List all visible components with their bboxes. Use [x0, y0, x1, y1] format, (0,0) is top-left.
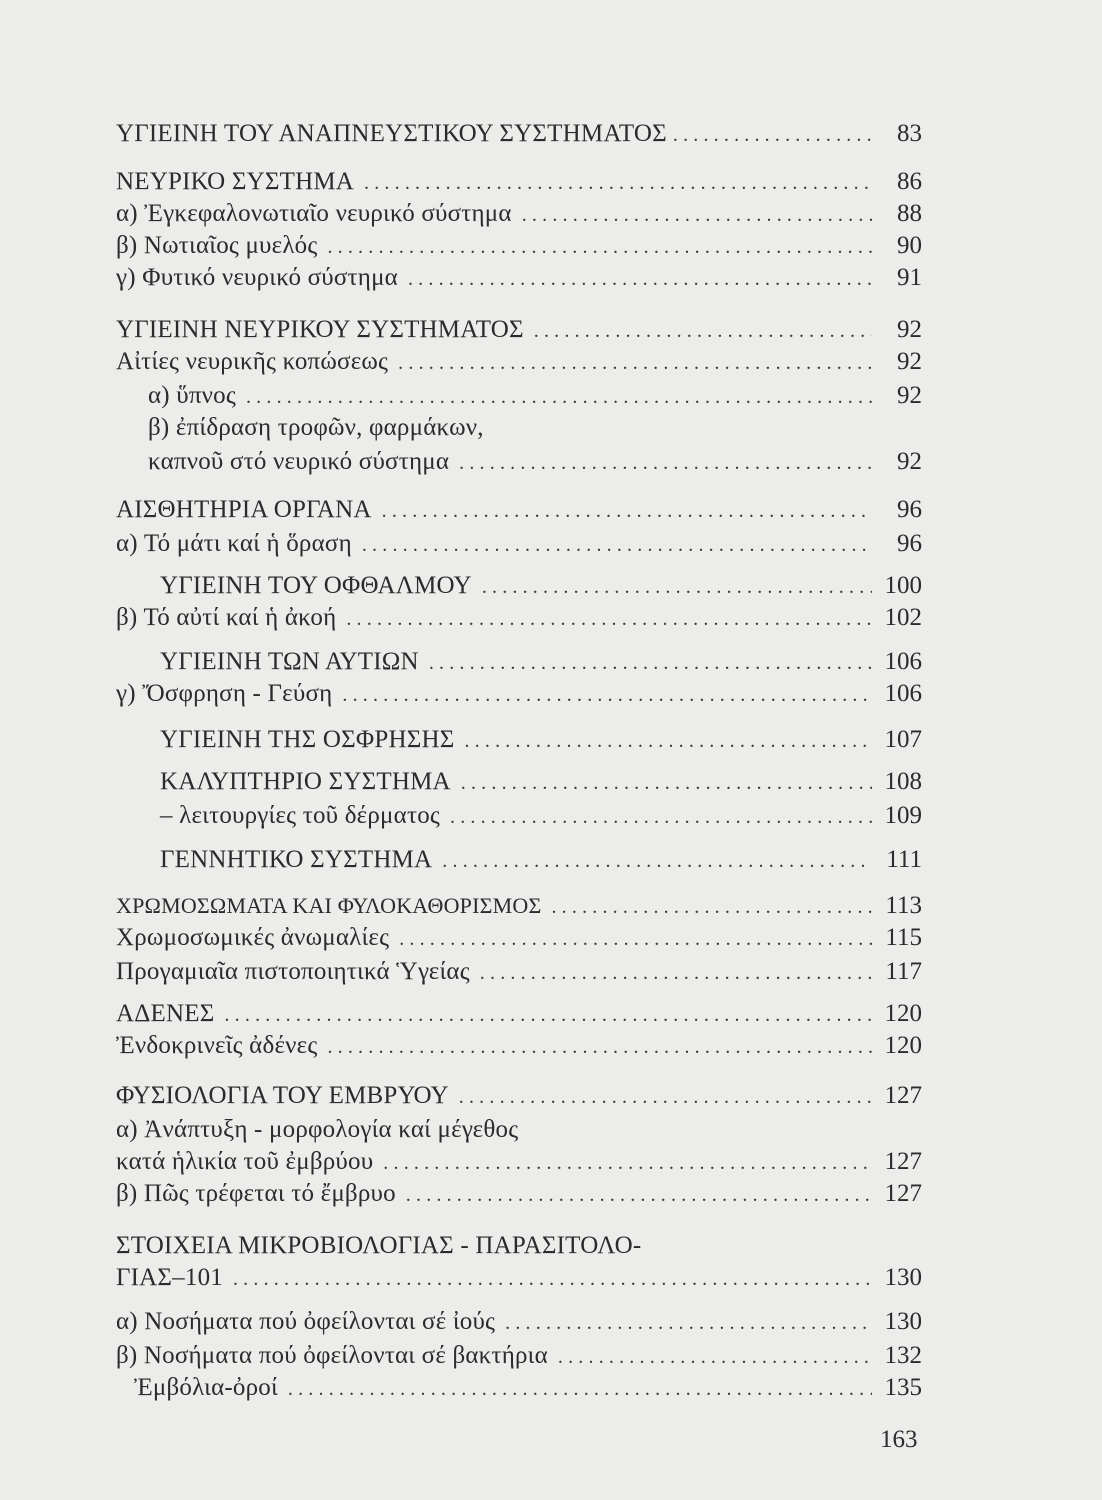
leader-dots	[362, 529, 872, 561]
leader-dots	[406, 1179, 872, 1211]
toc-entry-label: β) Τό αὐτί καί ἡ ἀκοή	[116, 604, 337, 631]
toc-entry	[116, 262, 922, 294]
toc-entry-page: 108	[884, 768, 922, 795]
toc-entry-label: ΥΓΙΕΙΝΗ ΝΕΥΡΙΚΟΥ ΣΥΣΤΗΜΑΤΟΣ	[116, 316, 524, 343]
toc-entry-page: 96	[897, 496, 922, 523]
toc-entry-page: 102	[884, 604, 922, 631]
leader-dots	[288, 1373, 872, 1405]
toc-entry-page: 120	[884, 1000, 922, 1027]
toc-entry-label: ΥΓΙΕΙΝΗ ΤΟΥ ΟΦΘΑΛΜΟΥ	[160, 572, 472, 599]
toc-entry-page: 88	[897, 200, 922, 227]
toc-entry-label: κατά ἡλικία τοῦ ἐμβρύου	[116, 1148, 374, 1175]
leader-dots	[383, 1147, 872, 1179]
leader-dots	[398, 347, 872, 379]
leader-dots	[461, 767, 872, 799]
toc-entry-label: γ) Ὄσφρηση - Γεύση	[116, 680, 333, 707]
toc-entry	[160, 646, 922, 678]
toc-entry	[116, 1262, 922, 1294]
toc-entry	[116, 1114, 922, 1146]
leader-dots	[450, 801, 872, 833]
toc-entry-page: 109	[884, 802, 922, 829]
toc-entry-label: Ἐνδοκρινεῖς ἀδένες	[116, 1032, 318, 1059]
toc-entry	[116, 1230, 922, 1262]
leader-dots	[382, 495, 872, 527]
toc-entry	[116, 118, 922, 150]
toc-entry-label: β) ἐπίδραση τροφῶν, φαρμάκων,	[148, 414, 484, 441]
toc-entry-label: ΣΤΟΙΧΕΙΑ ΜΙΚΡΟΒΙΟΛΟΓΙΑΣ - ΠΑΡΑΣΙΤΟΛΟ-	[116, 1232, 642, 1259]
toc-entry-page: 130	[884, 1264, 922, 1291]
toc-entry-label: ΥΓΙΕΙΝΗ ΤΟΥ ΑΝΑΠΝΕΥΣΤΙΚΟΥ ΣΥΣΤΗΜΑΤΟΣ	[116, 120, 667, 147]
leader-dots	[442, 845, 872, 877]
toc-entry-page: 92	[897, 448, 922, 475]
toc-entry	[116, 494, 922, 526]
toc-entry-label: β) Νοσήματα πού ὀφείλονται σέ βακτήρια	[116, 1342, 548, 1369]
toc-entry	[148, 412, 922, 444]
toc-entry	[116, 1030, 922, 1062]
toc-entry-label: – λειτουργίες τοῦ δέρματος	[160, 802, 440, 829]
toc-entry	[160, 844, 922, 876]
toc-entry	[116, 1146, 922, 1178]
page-number: 163	[880, 1426, 918, 1453]
toc-entry-page: 107	[884, 726, 922, 753]
toc-entry-label: Ἐμβόλια-ὀροί	[134, 1374, 278, 1401]
leader-dots	[459, 447, 872, 479]
leader-dots	[480, 957, 872, 989]
toc-entry	[116, 346, 922, 378]
toc-entry-page: 90	[897, 232, 922, 259]
toc-entry-page: 130	[884, 1308, 922, 1335]
toc-entry	[160, 570, 922, 602]
toc-entry-label: α) Νοσήματα πού ὀφείλονται σέ ἰούς	[116, 1308, 496, 1335]
toc-entry	[160, 800, 922, 832]
toc-entry-page: 127	[884, 1148, 922, 1175]
leader-dots	[551, 891, 872, 923]
toc-entry	[116, 1178, 922, 1210]
toc-entry-page: 111	[886, 846, 922, 873]
leader-dots	[505, 1307, 872, 1339]
leader-dots	[522, 199, 872, 231]
toc-entry	[116, 230, 922, 262]
toc-entry-label: Χρωμοσωμικές ἀνωμαλίες	[116, 924, 390, 951]
toc-entry-page: 120	[884, 1032, 922, 1059]
toc-entry	[116, 528, 922, 560]
toc-entry-page: 92	[897, 382, 922, 409]
toc-entry-label: α) Ἀνάπτυξη - μορφολογία καί μέγεθος	[116, 1116, 519, 1143]
toc-entry-page: 106	[884, 680, 922, 707]
toc-entry	[116, 198, 922, 230]
toc-entry-label: ΑΔΕΝΕΣ	[116, 1000, 215, 1027]
toc-entry-page: 113	[885, 892, 922, 919]
leader-dots	[673, 119, 872, 151]
leader-dots	[233, 1263, 872, 1295]
leader-dots	[346, 603, 872, 635]
toc-entry	[116, 678, 922, 710]
toc-entry-page: 91	[897, 264, 922, 291]
toc-entry-page: 92	[897, 348, 922, 375]
toc-entry	[148, 446, 922, 478]
toc-entry-label: α) ὕπνος	[148, 382, 236, 409]
toc-entry-label: καπνοῦ στό νευρικό σύστημα	[148, 448, 450, 475]
leader-dots	[342, 679, 872, 711]
toc-entry	[116, 956, 922, 988]
toc-entry-page: 127	[884, 1082, 922, 1109]
toc-entry-label: γ) Φυτικό νευρικό σύστημα	[116, 264, 398, 291]
toc-entry-label: ΥΓΙΕΙΝΗ ΤΗΣ ΟΣΦΡΗΣΗΣ	[160, 726, 455, 753]
leader-dots	[246, 381, 872, 413]
toc-entry	[160, 766, 922, 798]
toc-entry	[116, 922, 922, 954]
leader-dots	[482, 571, 872, 603]
toc-entry	[116, 1306, 922, 1338]
toc-entry-label: α) Ἐγκεφαλονωτιαῖο νευρικό σύστημα	[116, 200, 512, 227]
leader-dots	[534, 315, 872, 347]
leader-dots	[558, 1341, 872, 1373]
toc-entry	[134, 1372, 922, 1404]
toc-entry	[116, 314, 922, 346]
toc-entry-label: α) Τό μάτι καί ἡ ὅραση	[116, 530, 352, 557]
toc-entry	[116, 890, 922, 922]
toc-entry-label: ΚΑΛΥΠΤΗΡΙΟ ΣΥΣΤΗΜΑ	[160, 768, 451, 795]
toc-entry-page: 132	[884, 1342, 922, 1369]
leader-dots	[327, 231, 872, 263]
toc-entry-label: β) Πῶς τρέφεται τό ἔμβρυο	[116, 1180, 396, 1207]
toc-entry-label: Αἰτίες νευρικῆς κοπώσεως	[116, 348, 389, 375]
toc-entry-label: ΝΕΥΡΙΚΟ ΣΥΣΤΗΜΑ	[116, 168, 355, 195]
leader-dots	[399, 923, 872, 955]
toc-entry-page: 135	[884, 1374, 922, 1401]
toc-entry-label: ΦΥΣΙΟΛΟΓΙΑ ΤΟΥ ΕΜΒΡΥΟΥ	[116, 1082, 449, 1109]
toc-entry-page: 83	[897, 120, 922, 147]
toc-entry-label: ΓΕΝΝΗΤΙΚΟ ΣΥΣΤΗΜΑ	[160, 846, 433, 873]
toc-entry-page: 86	[897, 168, 922, 195]
toc-entry-label: ΓΙΑΣ–101	[116, 1264, 223, 1291]
toc-entry-page: 96	[897, 530, 922, 557]
toc-entry	[116, 998, 922, 1030]
toc-entry	[160, 724, 922, 756]
toc-entry	[116, 1080, 922, 1112]
toc-entry	[116, 166, 922, 198]
toc-entry	[116, 1340, 922, 1372]
toc-entry-label: ΥΓΙΕΙΝΗ ΤΩΝ ΑΥΤΙΩΝ	[160, 648, 419, 675]
toc-entry-label: ΑΙΣΘΗΤΗΡΙΑ ΟΡΓΑΝΑ	[116, 496, 372, 523]
toc-entry-page: 100	[884, 572, 922, 599]
toc-entry-page: 127	[884, 1180, 922, 1207]
leader-dots	[327, 1031, 872, 1063]
toc-entry	[148, 380, 922, 412]
toc-entry-page: 115	[885, 924, 922, 951]
leader-dots	[408, 263, 872, 295]
toc-entry	[116, 602, 922, 634]
leader-dots	[464, 725, 872, 757]
toc-entry-label: ΧΡΩΜΟΣΩΜΑΤΑ ΚΑΙ ΦΥΛΟΚΑΘΟΡΙΣΜΟΣ	[116, 893, 542, 918]
toc-entry-label: Προγαμιαῖα πιστοποιητικά Ὑγείας	[116, 958, 470, 985]
toc-entry-page: 106	[884, 648, 922, 675]
leader-dots	[429, 647, 872, 679]
toc-entry-page: 117	[885, 958, 922, 985]
leader-dots	[224, 999, 872, 1031]
toc-entry-label: β) Νωτιαῖος μυελός	[116, 232, 318, 259]
leader-dots	[459, 1081, 872, 1113]
toc-entry-page: 92	[897, 316, 922, 343]
leader-dots	[364, 167, 872, 199]
